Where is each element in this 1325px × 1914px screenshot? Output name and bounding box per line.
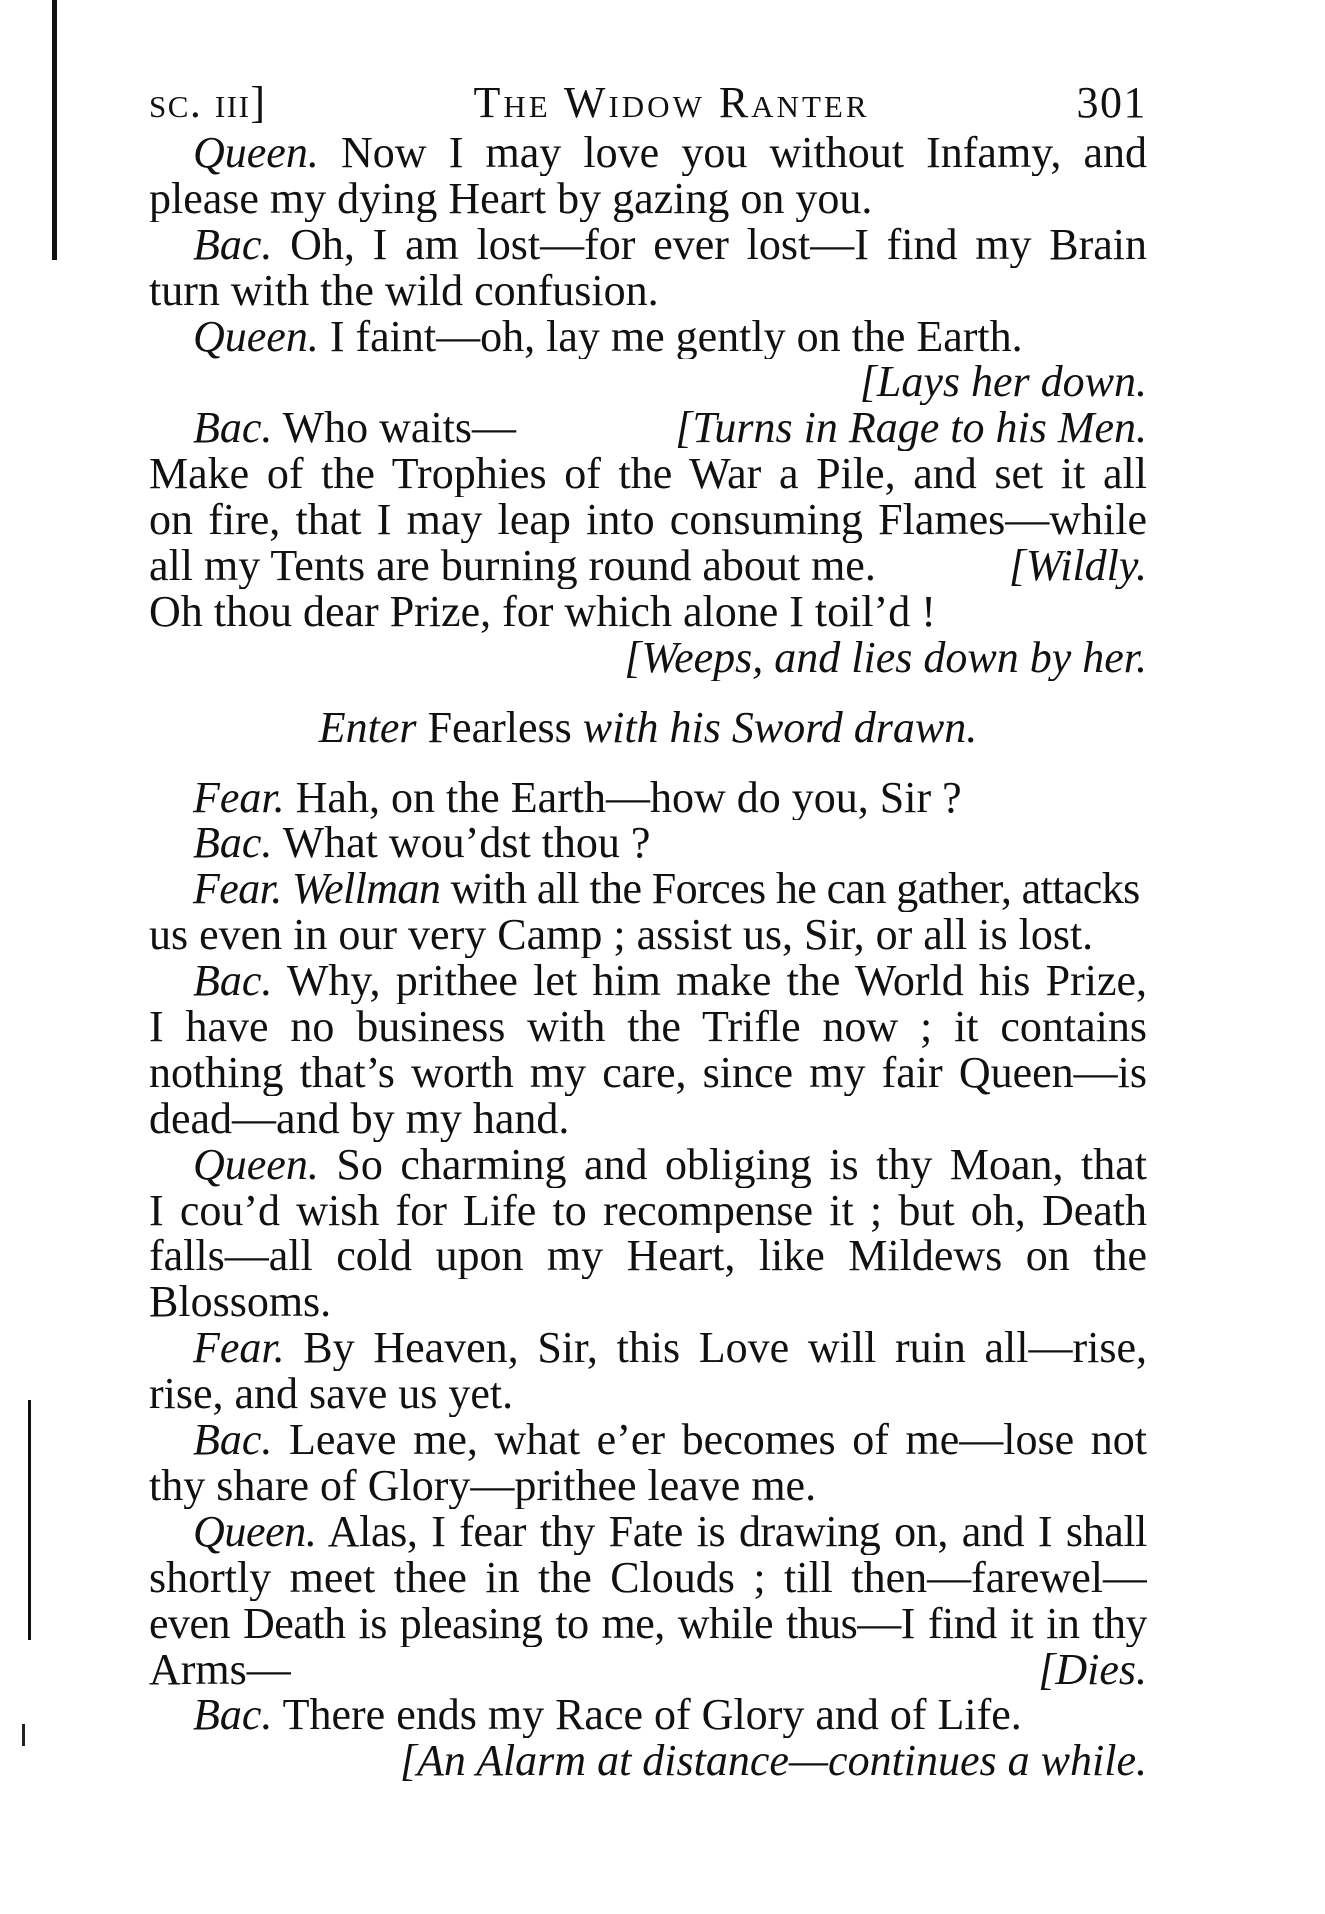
text-line: us even in our very Camp ; assist us, Sir, or all is lost. bbox=[149, 912, 1094, 959]
binding-edge-mark bbox=[28, 1400, 31, 1640]
text-line: please my dying Heart by gazing on you. bbox=[149, 175, 873, 222]
stage-direction: [Weeps, and lies down by her. bbox=[624, 634, 1147, 681]
running-header bbox=[149, 80, 1147, 126]
text-line: Make of the Trophies of the War a Pile, and set it all bbox=[149, 451, 1147, 498]
text-line: Bac. Why, prithee let him make the World his Prize, bbox=[193, 958, 1147, 1005]
play-title: The Widow Ranter bbox=[473, 78, 870, 127]
text-line: Bac. There ends my Race of Glory and of Life. bbox=[193, 1692, 1022, 1739]
character-name: Fearless bbox=[416, 704, 583, 751]
entrance-direction: Enter Fearless with his Sword drawn. bbox=[318, 704, 978, 751]
binding-edge-mark bbox=[52, 0, 57, 260]
text-line: on fire, that I may leap into consuming Flames—while bbox=[149, 497, 1147, 544]
speaker-name: Queen. bbox=[193, 1508, 317, 1555]
text-line: Queen. Alas, I fear thy Fate is drawing on, and I shall bbox=[193, 1508, 1147, 1555]
stage-direction: [Turns in Rage to his Men. bbox=[675, 405, 1147, 452]
stage-direction: [Wildly. bbox=[1008, 543, 1147, 589]
binding-speck bbox=[22, 1724, 25, 1746]
text-line: Queen. I faint—oh, lay me gently on the Earth. bbox=[193, 313, 1023, 360]
text-line: nothing that’s worth my care, since my fair Queen—is bbox=[149, 1049, 1147, 1096]
text-line: Bac. Who waits— [Turns in Rage to his Men. bbox=[193, 405, 1147, 452]
text-line: turn with the wild confusion. bbox=[149, 267, 659, 314]
stage-direction: [An Alarm at distance—continues a while. bbox=[399, 1738, 1147, 1785]
speaker-name: Fear. bbox=[193, 774, 285, 821]
text-line: Fear. By Heaven, Sir, this Love will ruin all—rise, bbox=[193, 1325, 1147, 1372]
page-number: 301 bbox=[1076, 78, 1147, 127]
text-line: Queen. Now I may love you without Infamy, and bbox=[193, 130, 1147, 176]
text-line: Blossoms. bbox=[149, 1279, 332, 1326]
text-line: Bac. Leave me, what e’er becomes of me—lose not bbox=[193, 1417, 1147, 1463]
text-line: Bac. What wou’dst thou ? bbox=[193, 820, 651, 867]
scene-label: sc. iii] bbox=[149, 78, 267, 127]
speaker-name: Queen. bbox=[193, 130, 319, 176]
speaker-name: Queen. bbox=[193, 1141, 319, 1188]
character-name: Wellman bbox=[281, 866, 441, 913]
text-line: Queen. So charming and obliging is thy Moan, that bbox=[193, 1141, 1147, 1188]
speaker-name: Bac. bbox=[193, 221, 273, 268]
text-line: Fear. Hah, on the Earth—how do you, Sir ? bbox=[193, 774, 962, 821]
text-line: rise, and save us yet. bbox=[149, 1371, 514, 1418]
text-line: even Death is pleasing to me, while thus—I find it in thy bbox=[149, 1600, 1147, 1647]
speaker-name: Bac. bbox=[193, 405, 273, 452]
text-line: Fear. Wellman with all the Forces he can gather, attacks bbox=[193, 866, 1140, 913]
speaker-name: Bac. bbox=[193, 820, 273, 867]
speaker-name: Bac. bbox=[193, 1417, 273, 1463]
text-line: dead—and by my hand. bbox=[149, 1095, 570, 1142]
speaker-name: Bac. bbox=[193, 1692, 273, 1739]
stage-direction: [Lays her down. bbox=[859, 359, 1147, 406]
speaker-name: Bac. bbox=[193, 958, 273, 1005]
text-line: falls—all cold upon my Heart, like Mildews on the bbox=[149, 1233, 1147, 1280]
text-line: Arms— [Dies. bbox=[149, 1646, 1147, 1693]
speaker-name: Queen. bbox=[193, 313, 319, 360]
text-line: Bac. Oh, I am lost—for ever lost—I find my Brain bbox=[193, 221, 1147, 268]
page-text bbox=[149, 80, 1147, 1784]
stage-direction: [Dies. bbox=[1038, 1646, 1147, 1693]
speaker-name: Fear. bbox=[193, 866, 282, 913]
text-line: I cou’d wish for Life to recompense it ; but oh, Death bbox=[149, 1187, 1147, 1234]
text-line: thy share of Glory—prithee leave me. bbox=[149, 1462, 817, 1509]
text-line: I have no business with the Trifle now ; it contains bbox=[149, 1004, 1147, 1050]
text-line: shortly meet thee in the Clouds ; till then—farewel— bbox=[149, 1554, 1147, 1601]
speaker-name: Fear. bbox=[193, 1325, 285, 1372]
text-line: Oh thou dear Prize, for which alone I toil’d ! bbox=[149, 588, 936, 635]
text-line: all my Tents are burning round about me. [Wildly. bbox=[149, 543, 1147, 589]
